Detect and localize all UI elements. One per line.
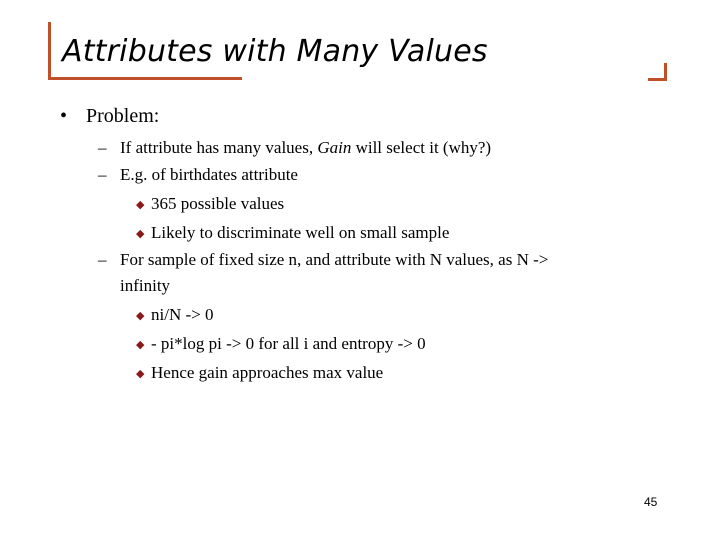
dash-marker: –	[98, 250, 107, 269]
eg-text: E.g. of birthdates attribute	[120, 165, 298, 184]
slide-title: Attributes with Many Values	[62, 34, 488, 69]
title-frame-left-bar	[48, 22, 51, 80]
sub-item-eg	[98, 162, 298, 188]
gain-text-before: If attribute has many values,	[120, 138, 318, 157]
diamond-bullet-icon: ◆	[136, 228, 145, 240]
page-number: 45	[644, 495, 658, 509]
sub-item-sample	[98, 247, 548, 273]
sample-text-line2: infinity	[120, 276, 171, 295]
sample-text-line1: For sample of fixed size n, and attribute with N values, as N ->	[120, 250, 549, 269]
sample-point-gain-text: Hence gain approaches max value	[151, 363, 384, 382]
eg-point-discriminate-text: Likely to discriminate well on small sample	[151, 223, 450, 242]
gain-text-after: will select it (why?)	[351, 138, 492, 157]
sample-point-ni	[136, 302, 213, 329]
sample-point-entropy-text: - pi*log pi -> 0 for all i and entropy -> 0	[151, 334, 426, 353]
eg-point-365-text: 365 possible values	[151, 194, 285, 213]
dash-marker: –	[98, 138, 107, 157]
bullet-problem	[60, 102, 159, 130]
dash-marker: –	[98, 165, 107, 184]
gain-word: Gain	[317, 138, 352, 157]
sub-item-gain	[98, 135, 491, 161]
sample-point-ni-text: ni/N -> 0	[151, 305, 214, 324]
diamond-bullet-icon: ◆	[136, 339, 145, 351]
sample-point-entropy	[136, 331, 426, 358]
diamond-bullet-icon: ◆	[136, 310, 145, 322]
diamond-bullet-icon: ◆	[136, 368, 145, 380]
sample-point-gain	[136, 360, 383, 387]
title-frame-bottom-bar	[48, 77, 242, 80]
corner-mark-horizontal	[648, 78, 667, 81]
diamond-bullet-icon: ◆	[136, 199, 145, 211]
eg-point-365	[136, 191, 284, 218]
eg-point-discriminate	[136, 220, 449, 247]
bullet-dot: •	[60, 105, 68, 127]
problem-label: Problem:	[86, 105, 160, 127]
